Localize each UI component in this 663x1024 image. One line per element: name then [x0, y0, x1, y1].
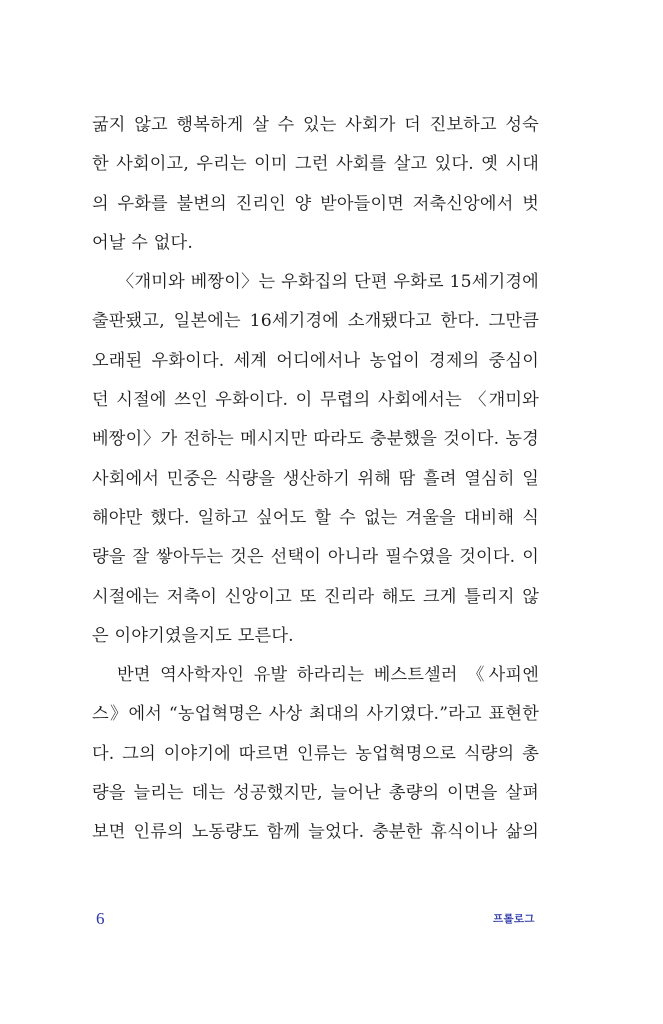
text-line: 량을 잘 쌓아두는 것은 선택이 아니라 필수였을 것이다. 이 [92, 547, 539, 568]
page-number: 6 [96, 909, 105, 928]
text-line: 스》에서 “농업혁명은 사상 최대의 사기였다.”라고 표현한 [92, 704, 539, 725]
running-footer-section-title: 프롤로그 [493, 913, 535, 925]
text-line: 시절에는 저축이 신앙이고 또 진리라 해도 크게 틀리지 않 [92, 586, 539, 607]
text-line: 반면 역사학자인 유발 하라리는 베스트셀러 《사피엔 [117, 665, 539, 686]
text-line: 은 이야기였을지도 모른다. [92, 625, 294, 646]
text-line: 어날 수 없다. [92, 232, 194, 253]
text-line: 사회에서 민중은 식량을 생산하기 위해 땀 흘려 열심히 일 [92, 468, 539, 489]
text-line: 보면 인류의 노동량도 함께 늘었다. 충분한 휴식이나 삶의 [92, 822, 539, 843]
text-line: 량을 늘리는 데는 성공했지만, 늘어난 총량의 이면을 살펴 [92, 783, 539, 804]
text-line: 오래된 우화이다. 세계 어디에서나 농업이 경제의 중심이 [92, 350, 539, 371]
text-line: 〈개미와 베짱이〉는 우화집의 단편 우화로 15세기경에 [117, 272, 539, 293]
text-line: 다. 그의 이야기에 따르면 인류는 농업혁명으로 식량의 총 [92, 743, 539, 764]
body-text [92, 106, 539, 853]
text-line: 베짱이〉가 전하는 메시지만 따라도 충분했을 것이다. 농경 [92, 429, 539, 450]
text-line: 굶지 않고 행복하게 살 수 있는 사회가 더 진보하고 성숙 [92, 115, 539, 135]
text-line: 한 사회이고, 우리는 이미 그런 사회를 살고 있다. 옛 시대 [92, 154, 539, 175]
text-line: 해야만 했다. 일하고 싶어도 할 수 없는 겨울을 대비해 식 [92, 507, 539, 528]
text-line: 출판됐고, 일본에는 16세기경에 소개됐다고 한다. 그만큼 [92, 311, 539, 332]
text-line: 의 우화를 불변의 진리인 양 받아들이면 저축신앙에서 벗 [92, 193, 539, 214]
text-line: 던 시절에 쓰인 우화이다. 이 무렵의 사회에서는 〈개미와 [92, 390, 539, 411]
